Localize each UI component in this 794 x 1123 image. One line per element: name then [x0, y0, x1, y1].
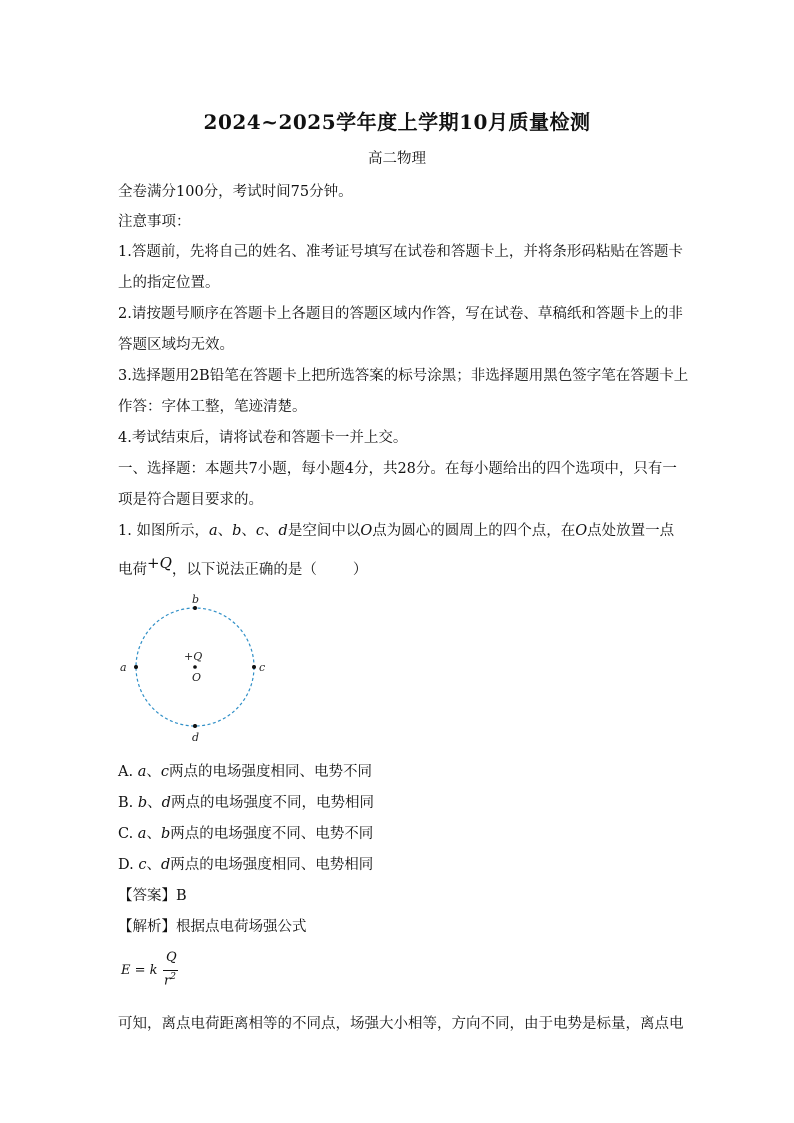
exam-title: 2024~2025学年度上学期10月质量检测: [203, 110, 591, 134]
var-d: d: [278, 523, 288, 539]
notice-2-line-1: 2.请按题号顺序在答题卡上各题目的答题区域内作答，写在试卷、草稿纸和答题卡上的非: [118, 306, 683, 322]
label-d: d: [192, 731, 200, 744]
formula-denominator: [164, 972, 176, 988]
sep: 、: [146, 764, 161, 780]
option-letter: B.: [118, 795, 138, 811]
var-c: c: [255, 523, 265, 539]
option-text: 两点的电场强度相同、电势不同: [168, 764, 372, 780]
var: d: [160, 857, 171, 873]
stem-text: 是空间中以: [287, 523, 361, 539]
var-a: a: [208, 523, 218, 539]
label-c: c: [259, 661, 266, 674]
fraction-bar: [163, 970, 178, 971]
formula-numerator: Q: [166, 950, 177, 965]
notice-heading: 注意事项：: [118, 214, 191, 230]
label-b: b: [192, 593, 200, 606]
formula-lhs: E = k: [121, 963, 158, 978]
stem-text: ，以下说法正确的是（: [171, 562, 317, 578]
stem-text: 点处放置一点: [587, 523, 675, 539]
section-heading-line-2: 项是符合题目要求的。: [118, 492, 263, 508]
option-letter: C.: [118, 826, 138, 842]
label-charge: +Q: [184, 650, 203, 663]
notice-1-line-1: 1.答题前，先将自己的姓名、准考证号填写在试卷和答题卡上，并将条形码粘贴在答题卡: [118, 244, 683, 260]
sep: 、: [217, 523, 233, 539]
notice-3-line-1: 3.选择题用2B铅笔在答题卡上把所选答案的标号涂黑；非选择题用黑色签字笔在答题卡上: [118, 368, 689, 384]
sep: 、: [264, 523, 279, 539]
stem-number: 1. 如图所示，: [118, 523, 209, 539]
point-O: [193, 665, 197, 669]
notice-4-line: 4.考试结束后，请将试卷和答题卡一并上交。: [118, 430, 408, 446]
score-time-line: 全卷满分100分，考试时间75分钟。: [118, 184, 353, 200]
var: a: [137, 764, 147, 780]
label-O: O: [192, 671, 202, 684]
subject-title: 高二物理: [368, 151, 426, 167]
denominator-exponent: 2: [170, 972, 176, 982]
var: d: [161, 795, 171, 811]
option-B: [118, 791, 374, 812]
notice-1-line-2: 上的指定位置。: [118, 275, 220, 291]
stem-text: 点为圆心的圆周上的四个点，在: [372, 523, 576, 539]
option-text: 两点的电场强度不同、电势不同: [170, 826, 374, 842]
var: c: [138, 857, 147, 873]
stem-text: ）: [352, 562, 368, 578]
question-1-figure: [114, 590, 274, 746]
section-heading-line-1: 一、选择题：本题共7小题，每小题4分，共28分。在每小题给出的四个选项中，只有一: [118, 461, 677, 477]
label-a: a: [120, 661, 127, 674]
option-D: [118, 853, 373, 874]
stem-text: 电荷: [118, 562, 147, 578]
sep: 、: [146, 857, 161, 873]
conclusion-line: 可知，离点电荷距离相等的不同点，场强大小相等，方向不同，由于电势是标量，离点电: [118, 1016, 684, 1032]
option-letter: D.: [118, 857, 139, 873]
var: b: [160, 826, 171, 842]
point-c: [252, 665, 256, 669]
point-a: [134, 665, 138, 669]
option-letter: A.: [118, 764, 138, 780]
point-b: [193, 606, 197, 610]
question-1-stem-line-1: [118, 519, 674, 540]
var-b: b: [232, 523, 242, 539]
var: b: [137, 795, 148, 811]
sep: 、: [146, 826, 161, 842]
var-O: O: [575, 523, 588, 539]
question-1-stem-line-2: [118, 554, 368, 579]
option-C: [118, 822, 373, 843]
analysis-line: 【解析】根据点电荷场强公式: [118, 919, 307, 935]
var: a: [137, 826, 147, 842]
point-d: [193, 724, 197, 728]
field-strength-formula: [121, 950, 201, 992]
option-text: 两点的电场强度相同、电势相同: [170, 857, 374, 873]
charge-symbol: +Q: [147, 554, 172, 572]
var-O: O: [360, 523, 373, 539]
var: c: [160, 764, 169, 780]
circle-diagram: [114, 590, 274, 746]
denominator-base: r: [164, 973, 171, 989]
sep: 、: [147, 795, 162, 811]
option-text: 两点的电场强度不同，电势相同: [170, 795, 374, 811]
answer-line: 【答案】B: [118, 888, 187, 904]
sep: 、: [241, 523, 256, 539]
option-A: [118, 760, 372, 781]
notice-3-line-2: 作答：字体工整，笔迹清楚。: [118, 399, 307, 415]
notice-2-line-2: 答题区域均无效。: [118, 337, 234, 353]
